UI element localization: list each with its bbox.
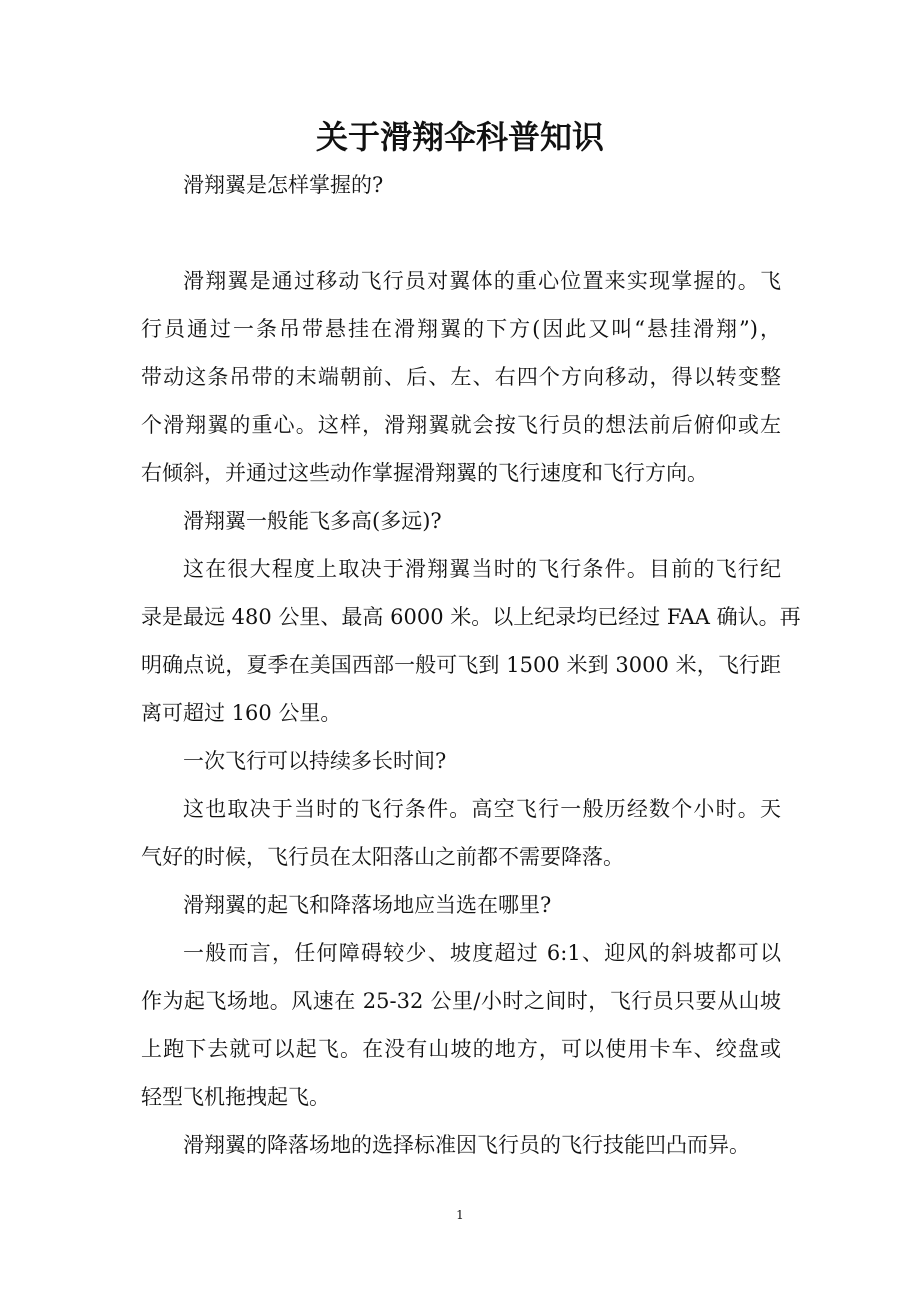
paragraph: [141, 881, 781, 929]
text-line: 这也取决于当时的飞行条件。高空飞行一般历经数个小时。天: [183, 797, 781, 821]
text-line: 行员通过一条吊带悬挂在滑翔翼的下方(因此又叫“悬挂滑翔”)，: [141, 317, 781, 341]
text-line: 带动这条吊带的末端朝前、后、左、右四个方向移动，得以转变整: [141, 365, 781, 389]
paragraph: [141, 929, 781, 1121]
paragraph: [141, 497, 781, 545]
text-line: 录是最远 480 公里、最高 6000 米。以上纪录均已经过 FAA 确认。再: [141, 605, 801, 629]
text-line: 明确点说，夏季在美国西部一般可飞到 1500 米到 3000 米，飞行距: [141, 653, 781, 677]
text-line: 右倾斜，并通过这些动作掌握滑翔翼的飞行速度和飞行方向。: [141, 461, 708, 485]
text-line: 个滑翔翼的重心。这样，滑翔翼就会按飞行员的想法前后俯仰或左: [141, 413, 781, 437]
paragraph: [141, 737, 781, 785]
paragraph: [141, 1121, 781, 1169]
paragraph: [141, 257, 781, 497]
text-line: 滑翔翼是通过移动飞行员对翼体的重心位置来实现掌握的。飞: [183, 269, 781, 293]
text-line: 滑翔翼的起飞和降落场地应当选在哪里?: [183, 893, 552, 917]
text-line: 轻型飞机拖拽起飞。: [141, 1085, 330, 1109]
page-number: 1: [456, 1208, 464, 1222]
text-line: 一次飞行可以持续多长时间?: [183, 749, 447, 773]
text-line: 气好的时候，飞行员在太阳落山之前都不需要降落。: [141, 845, 624, 869]
text-line: 离可超过 160 公里。: [141, 701, 342, 725]
text-line: 滑翔翼的降落场地的选择标准因飞行员的飞行技能凹凸而异。: [183, 1133, 750, 1157]
document-title: 关于滑翔伞科普知识: [315, 118, 604, 156]
text-line: 滑翔翼一般能飞多高(多远)?: [183, 509, 442, 533]
text-line: 一般而言，任何障碍较少、坡度超过 6:1、迎风的斜坡都可以: [183, 941, 781, 965]
paragraph: [141, 785, 781, 881]
text-line: 上跑下去就可以起飞。在没有山坡的地方，可以使用卡车、绞盘或: [141, 1037, 781, 1061]
paragraph: [141, 545, 801, 737]
text-line: 作为起飞场地。风速在 25-32 公里/小时之间时，飞行员只要从山坡: [141, 989, 781, 1013]
paragraph: [141, 161, 781, 209]
document-body: [141, 161, 801, 1169]
text-line: 滑翔翼是怎样掌握的?: [183, 173, 384, 197]
text-line: 这在很大程度上取决于滑翔翼当时的飞行条件。目前的飞行纪: [183, 557, 781, 581]
blank-line: [141, 209, 781, 257]
